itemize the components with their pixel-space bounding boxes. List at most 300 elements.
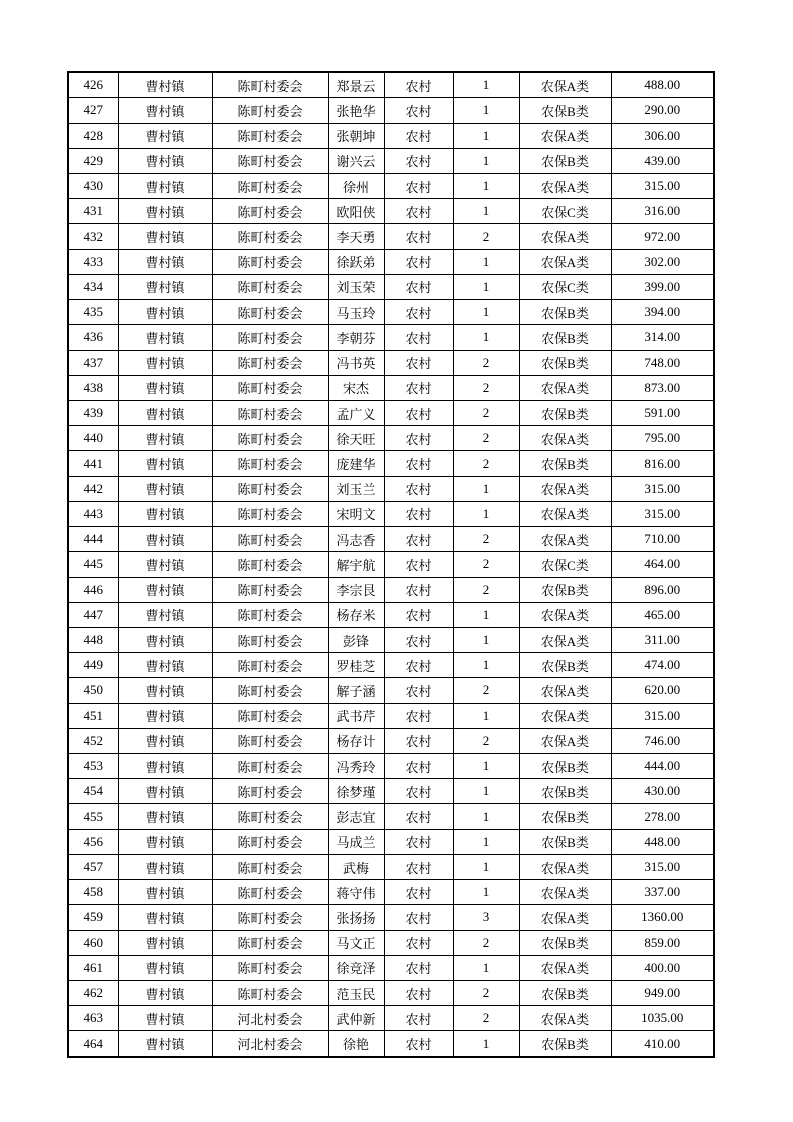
cell-person-count: 1	[453, 98, 519, 123]
cell-town: 曹村镇	[118, 476, 212, 501]
cell-town: 曹村镇	[118, 123, 212, 148]
cell-row-number: 453	[68, 754, 118, 779]
cell-amount: 400.00	[611, 955, 714, 980]
cell-amount: 306.00	[611, 123, 714, 148]
cell-village-committee: 陈町村委会	[212, 577, 328, 602]
table-row	[68, 728, 714, 753]
cell-village-committee: 陈町村委会	[212, 325, 328, 350]
cell-person-name: 杨存米	[328, 602, 384, 627]
cell-person-name: 彭志宜	[328, 804, 384, 829]
cell-residence-type: 农村	[384, 854, 453, 879]
cell-row-number: 450	[68, 678, 118, 703]
cell-row-number: 448	[68, 627, 118, 652]
cell-amount: 1035.00	[611, 1006, 714, 1031]
cell-town: 曹村镇	[118, 98, 212, 123]
cell-insurance-category: 农保B类	[519, 325, 611, 350]
cell-town: 曹村镇	[118, 627, 212, 652]
cell-insurance-category: 农保C类	[519, 274, 611, 299]
cell-amount: 315.00	[611, 501, 714, 526]
table-row	[68, 627, 714, 652]
cell-residence-type: 农村	[384, 72, 453, 98]
table-row	[68, 224, 714, 249]
cell-amount: 290.00	[611, 98, 714, 123]
cell-amount: 399.00	[611, 274, 714, 299]
cell-person-count: 2	[453, 451, 519, 476]
cell-amount: 859.00	[611, 930, 714, 955]
cell-person-name: 蒋守伟	[328, 880, 384, 905]
cell-town: 曹村镇	[118, 224, 212, 249]
cell-town: 曹村镇	[118, 804, 212, 829]
table-row	[68, 501, 714, 526]
cell-amount: 746.00	[611, 728, 714, 753]
cell-insurance-category: 农保B类	[519, 577, 611, 602]
cell-village-committee: 陈町村委会	[212, 224, 328, 249]
cell-village-committee: 陈町村委会	[212, 98, 328, 123]
cell-insurance-category: 农保B类	[519, 981, 611, 1006]
cell-village-committee: 陈町村委会	[212, 375, 328, 400]
table-row	[68, 703, 714, 728]
cell-row-number: 431	[68, 199, 118, 224]
cell-row-number: 447	[68, 602, 118, 627]
cell-residence-type: 农村	[384, 829, 453, 854]
cell-residence-type: 农村	[384, 148, 453, 173]
cell-insurance-category: 农保A类	[519, 627, 611, 652]
cell-person-count: 1	[453, 955, 519, 980]
cell-residence-type: 农村	[384, 224, 453, 249]
cell-town: 曹村镇	[118, 375, 212, 400]
cell-row-number: 462	[68, 981, 118, 1006]
cell-insurance-category: 农保A类	[519, 955, 611, 980]
cell-residence-type: 农村	[384, 728, 453, 753]
cell-town: 曹村镇	[118, 754, 212, 779]
cell-village-committee: 陈町村委会	[212, 804, 328, 829]
table-row	[68, 375, 714, 400]
cell-town: 曹村镇	[118, 854, 212, 879]
cell-insurance-category: 农保A类	[519, 174, 611, 199]
cell-person-count: 3	[453, 905, 519, 930]
cell-village-committee: 陈町村委会	[212, 426, 328, 451]
cell-village-committee: 陈町村委会	[212, 72, 328, 98]
cell-row-number: 452	[68, 728, 118, 753]
cell-person-count: 1	[453, 249, 519, 274]
cell-row-number: 429	[68, 148, 118, 173]
cell-person-name: 武书芹	[328, 703, 384, 728]
cell-residence-type: 农村	[384, 501, 453, 526]
cell-person-name: 宋明文	[328, 501, 384, 526]
cell-residence-type: 农村	[384, 199, 453, 224]
cell-person-count: 1	[453, 829, 519, 854]
cell-person-count: 1	[453, 501, 519, 526]
cell-person-name: 郑景云	[328, 72, 384, 98]
cell-village-committee: 陈町村委会	[212, 728, 328, 753]
cell-person-count: 2	[453, 552, 519, 577]
table-row	[68, 1006, 714, 1031]
cell-row-number: 445	[68, 552, 118, 577]
cell-insurance-category: 农保C类	[519, 552, 611, 577]
cell-town: 曹村镇	[118, 930, 212, 955]
cell-amount: 710.00	[611, 527, 714, 552]
cell-town: 曹村镇	[118, 1031, 212, 1057]
cell-amount: 972.00	[611, 224, 714, 249]
table-row	[68, 930, 714, 955]
cell-person-count: 1	[453, 779, 519, 804]
cell-town: 曹村镇	[118, 148, 212, 173]
cell-insurance-category: 农保C类	[519, 199, 611, 224]
cell-amount: 315.00	[611, 476, 714, 501]
cell-village-committee: 陈町村委会	[212, 501, 328, 526]
cell-person-count: 1	[453, 880, 519, 905]
cell-village-committee: 陈町村委会	[212, 400, 328, 425]
cell-village-committee: 河北村委会	[212, 1031, 328, 1057]
cell-person-count: 1	[453, 703, 519, 728]
cell-row-number: 438	[68, 375, 118, 400]
cell-person-count: 2	[453, 678, 519, 703]
cell-insurance-category: 农保B类	[519, 779, 611, 804]
cell-row-number: 441	[68, 451, 118, 476]
cell-residence-type: 农村	[384, 123, 453, 148]
cell-town: 曹村镇	[118, 728, 212, 753]
cell-person-count: 1	[453, 602, 519, 627]
cell-town: 曹村镇	[118, 703, 212, 728]
cell-row-number: 463	[68, 1006, 118, 1031]
table-row	[68, 249, 714, 274]
cell-amount: 311.00	[611, 627, 714, 652]
cell-person-count: 1	[453, 325, 519, 350]
table-row	[68, 123, 714, 148]
cell-residence-type: 农村	[384, 930, 453, 955]
table-row	[68, 98, 714, 123]
cell-residence-type: 农村	[384, 174, 453, 199]
cell-person-name: 徐天旺	[328, 426, 384, 451]
cell-residence-type: 农村	[384, 274, 453, 299]
cell-person-count: 1	[453, 148, 519, 173]
cell-person-name: 解宇航	[328, 552, 384, 577]
cell-residence-type: 农村	[384, 98, 453, 123]
cell-row-number: 434	[68, 274, 118, 299]
cell-amount: 474.00	[611, 653, 714, 678]
cell-person-name: 徐竞泽	[328, 955, 384, 980]
cell-person-name: 张朝坤	[328, 123, 384, 148]
cell-insurance-category: 农保A类	[519, 72, 611, 98]
cell-residence-type: 农村	[384, 703, 453, 728]
cell-insurance-category: 农保A类	[519, 527, 611, 552]
cell-village-committee: 陈町村委会	[212, 754, 328, 779]
cell-person-name: 罗桂芝	[328, 653, 384, 678]
cell-insurance-category: 农保A类	[519, 678, 611, 703]
cell-insurance-category: 农保B类	[519, 350, 611, 375]
table-row	[68, 527, 714, 552]
cell-town: 曹村镇	[118, 199, 212, 224]
cell-person-name: 冯书英	[328, 350, 384, 375]
table-row	[68, 829, 714, 854]
cell-village-committee: 陈町村委会	[212, 955, 328, 980]
cell-person-name: 李朝芬	[328, 325, 384, 350]
cell-town: 曹村镇	[118, 325, 212, 350]
cell-person-count: 2	[453, 400, 519, 425]
cell-amount: 591.00	[611, 400, 714, 425]
cell-town: 曹村镇	[118, 955, 212, 980]
cell-residence-type: 农村	[384, 981, 453, 1006]
cell-person-name: 冯秀玲	[328, 754, 384, 779]
cell-amount: 620.00	[611, 678, 714, 703]
cell-person-count: 1	[453, 199, 519, 224]
cell-amount: 795.00	[611, 426, 714, 451]
cell-insurance-category: 农保A类	[519, 880, 611, 905]
table-row	[68, 1031, 714, 1057]
cell-row-number: 455	[68, 804, 118, 829]
cell-town: 曹村镇	[118, 72, 212, 98]
table-row	[68, 476, 714, 501]
pension-table	[67, 71, 715, 1058]
cell-residence-type: 农村	[384, 451, 453, 476]
cell-residence-type: 农村	[384, 426, 453, 451]
cell-insurance-category: 农保B类	[519, 829, 611, 854]
cell-village-committee: 陈町村委会	[212, 274, 328, 299]
table-row	[68, 274, 714, 299]
cell-village-committee: 陈町村委会	[212, 880, 328, 905]
cell-town: 曹村镇	[118, 300, 212, 325]
table-body	[68, 72, 714, 1057]
cell-town: 曹村镇	[118, 174, 212, 199]
cell-insurance-category: 农保B类	[519, 653, 611, 678]
cell-person-name: 李宗艮	[328, 577, 384, 602]
cell-village-committee: 河北村委会	[212, 1006, 328, 1031]
cell-row-number: 433	[68, 249, 118, 274]
cell-person-count: 2	[453, 350, 519, 375]
cell-town: 曹村镇	[118, 527, 212, 552]
cell-residence-type: 农村	[384, 325, 453, 350]
cell-person-name: 范玉民	[328, 981, 384, 1006]
cell-amount: 1360.00	[611, 905, 714, 930]
cell-row-number: 430	[68, 174, 118, 199]
cell-person-name: 孟广义	[328, 400, 384, 425]
cell-amount: 394.00	[611, 300, 714, 325]
cell-person-count: 1	[453, 72, 519, 98]
cell-village-committee: 陈町村委会	[212, 905, 328, 930]
cell-residence-type: 农村	[384, 804, 453, 829]
table-row	[68, 325, 714, 350]
cell-amount: 465.00	[611, 602, 714, 627]
cell-person-name: 庞建华	[328, 451, 384, 476]
cell-row-number: 432	[68, 224, 118, 249]
table-row	[68, 854, 714, 879]
cell-residence-type: 农村	[384, 678, 453, 703]
cell-person-name: 武梅	[328, 854, 384, 879]
cell-village-committee: 陈町村委会	[212, 174, 328, 199]
cell-residence-type: 农村	[384, 350, 453, 375]
cell-person-count: 2	[453, 224, 519, 249]
cell-person-count: 1	[453, 804, 519, 829]
cell-residence-type: 农村	[384, 300, 453, 325]
cell-amount: 896.00	[611, 577, 714, 602]
cell-row-number: 446	[68, 577, 118, 602]
cell-insurance-category: 农保B类	[519, 148, 611, 173]
cell-person-count: 1	[453, 274, 519, 299]
cell-person-name: 宋杰	[328, 375, 384, 400]
cell-village-committee: 陈町村委会	[212, 930, 328, 955]
table-row	[68, 451, 714, 476]
cell-town: 曹村镇	[118, 1006, 212, 1031]
cell-residence-type: 农村	[384, 905, 453, 930]
cell-insurance-category: 农保A类	[519, 476, 611, 501]
cell-residence-type: 农村	[384, 653, 453, 678]
cell-amount: 316.00	[611, 199, 714, 224]
cell-village-committee: 陈町村委会	[212, 123, 328, 148]
cell-person-name: 解子涵	[328, 678, 384, 703]
cell-insurance-category: 农保B类	[519, 400, 611, 425]
cell-residence-type: 农村	[384, 527, 453, 552]
cell-insurance-category: 农保A类	[519, 905, 611, 930]
cell-town: 曹村镇	[118, 981, 212, 1006]
table-row	[68, 300, 714, 325]
cell-village-committee: 陈町村委会	[212, 300, 328, 325]
cell-insurance-category: 农保A类	[519, 1006, 611, 1031]
cell-amount: 278.00	[611, 804, 714, 829]
table-row	[68, 880, 714, 905]
cell-village-committee: 陈町村委会	[212, 854, 328, 879]
cell-person-name: 刘玉兰	[328, 476, 384, 501]
cell-person-count: 1	[453, 653, 519, 678]
cell-amount: 444.00	[611, 754, 714, 779]
cell-insurance-category: 农保B类	[519, 804, 611, 829]
table-row	[68, 148, 714, 173]
cell-residence-type: 农村	[384, 602, 453, 627]
table-row	[68, 602, 714, 627]
cell-residence-type: 农村	[384, 754, 453, 779]
cell-person-name: 马玉玲	[328, 300, 384, 325]
cell-person-name: 杨存计	[328, 728, 384, 753]
cell-residence-type: 农村	[384, 552, 453, 577]
cell-village-committee: 陈町村委会	[212, 199, 328, 224]
table-row	[68, 199, 714, 224]
cell-person-name: 武仲新	[328, 1006, 384, 1031]
cell-person-count: 2	[453, 930, 519, 955]
cell-insurance-category: 农保B类	[519, 300, 611, 325]
cell-person-count: 1	[453, 627, 519, 652]
cell-person-count: 1	[453, 1031, 519, 1057]
cell-village-committee: 陈町村委会	[212, 451, 328, 476]
table-row	[68, 174, 714, 199]
cell-town: 曹村镇	[118, 552, 212, 577]
cell-residence-type: 农村	[384, 400, 453, 425]
cell-insurance-category: 农保A类	[519, 602, 611, 627]
cell-village-committee: 陈町村委会	[212, 829, 328, 854]
cell-residence-type: 农村	[384, 375, 453, 400]
cell-row-number: 442	[68, 476, 118, 501]
cell-row-number: 437	[68, 350, 118, 375]
table-row	[68, 552, 714, 577]
cell-town: 曹村镇	[118, 274, 212, 299]
cell-town: 曹村镇	[118, 602, 212, 627]
table-row	[68, 72, 714, 98]
table-row	[68, 981, 714, 1006]
cell-town: 曹村镇	[118, 653, 212, 678]
cell-row-number: 456	[68, 829, 118, 854]
cell-town: 曹村镇	[118, 400, 212, 425]
cell-amount: 873.00	[611, 375, 714, 400]
cell-insurance-category: 农保A类	[519, 426, 611, 451]
cell-person-name: 徐艳	[328, 1031, 384, 1057]
cell-person-count: 1	[453, 854, 519, 879]
cell-insurance-category: 农保A类	[519, 703, 611, 728]
cell-amount: 439.00	[611, 148, 714, 173]
cell-town: 曹村镇	[118, 577, 212, 602]
cell-amount: 314.00	[611, 325, 714, 350]
cell-person-count: 2	[453, 426, 519, 451]
cell-amount: 748.00	[611, 350, 714, 375]
cell-row-number: 436	[68, 325, 118, 350]
cell-insurance-category: 农保B类	[519, 1031, 611, 1057]
table-row	[68, 804, 714, 829]
table-row	[68, 754, 714, 779]
cell-person-count: 2	[453, 981, 519, 1006]
cell-village-committee: 陈町村委会	[212, 602, 328, 627]
table-row	[68, 653, 714, 678]
cell-row-number: 449	[68, 653, 118, 678]
cell-village-committee: 陈町村委会	[212, 552, 328, 577]
cell-row-number: 454	[68, 779, 118, 804]
cell-row-number: 461	[68, 955, 118, 980]
cell-amount: 816.00	[611, 451, 714, 476]
cell-village-committee: 陈町村委会	[212, 350, 328, 375]
cell-insurance-category: 农保A类	[519, 249, 611, 274]
cell-village-committee: 陈町村委会	[212, 678, 328, 703]
cell-person-name: 欧阳侠	[328, 199, 384, 224]
cell-residence-type: 农村	[384, 880, 453, 905]
cell-residence-type: 农村	[384, 1006, 453, 1031]
cell-insurance-category: 农保B类	[519, 930, 611, 955]
cell-person-name: 马文正	[328, 930, 384, 955]
cell-person-count: 2	[453, 728, 519, 753]
cell-residence-type: 农村	[384, 955, 453, 980]
cell-village-committee: 陈町村委会	[212, 627, 328, 652]
cell-insurance-category: 农保B类	[519, 451, 611, 476]
cell-amount: 430.00	[611, 779, 714, 804]
cell-insurance-category: 农保A类	[519, 501, 611, 526]
cell-town: 曹村镇	[118, 426, 212, 451]
table-row	[68, 577, 714, 602]
cell-town: 曹村镇	[118, 249, 212, 274]
cell-town: 曹村镇	[118, 451, 212, 476]
cell-amount: 315.00	[611, 174, 714, 199]
cell-village-committee: 陈町村委会	[212, 653, 328, 678]
cell-row-number: 427	[68, 98, 118, 123]
cell-person-count: 2	[453, 577, 519, 602]
table-row	[68, 779, 714, 804]
cell-insurance-category: 农保A类	[519, 123, 611, 148]
cell-village-committee: 陈町村委会	[212, 779, 328, 804]
cell-row-number: 464	[68, 1031, 118, 1057]
cell-row-number: 439	[68, 400, 118, 425]
cell-person-name: 徐梦瑾	[328, 779, 384, 804]
table-row	[68, 350, 714, 375]
table-row	[68, 678, 714, 703]
cell-row-number: 459	[68, 905, 118, 930]
cell-amount: 302.00	[611, 249, 714, 274]
cell-village-committee: 陈町村委会	[212, 249, 328, 274]
cell-person-count: 1	[453, 476, 519, 501]
cell-person-count: 1	[453, 123, 519, 148]
cell-person-count: 1	[453, 754, 519, 779]
cell-town: 曹村镇	[118, 779, 212, 804]
cell-person-name: 张艳华	[328, 98, 384, 123]
cell-town: 曹村镇	[118, 880, 212, 905]
cell-person-name: 冯志香	[328, 527, 384, 552]
cell-row-number: 426	[68, 72, 118, 98]
cell-row-number: 460	[68, 930, 118, 955]
cell-person-count: 1	[453, 174, 519, 199]
table-row	[68, 426, 714, 451]
